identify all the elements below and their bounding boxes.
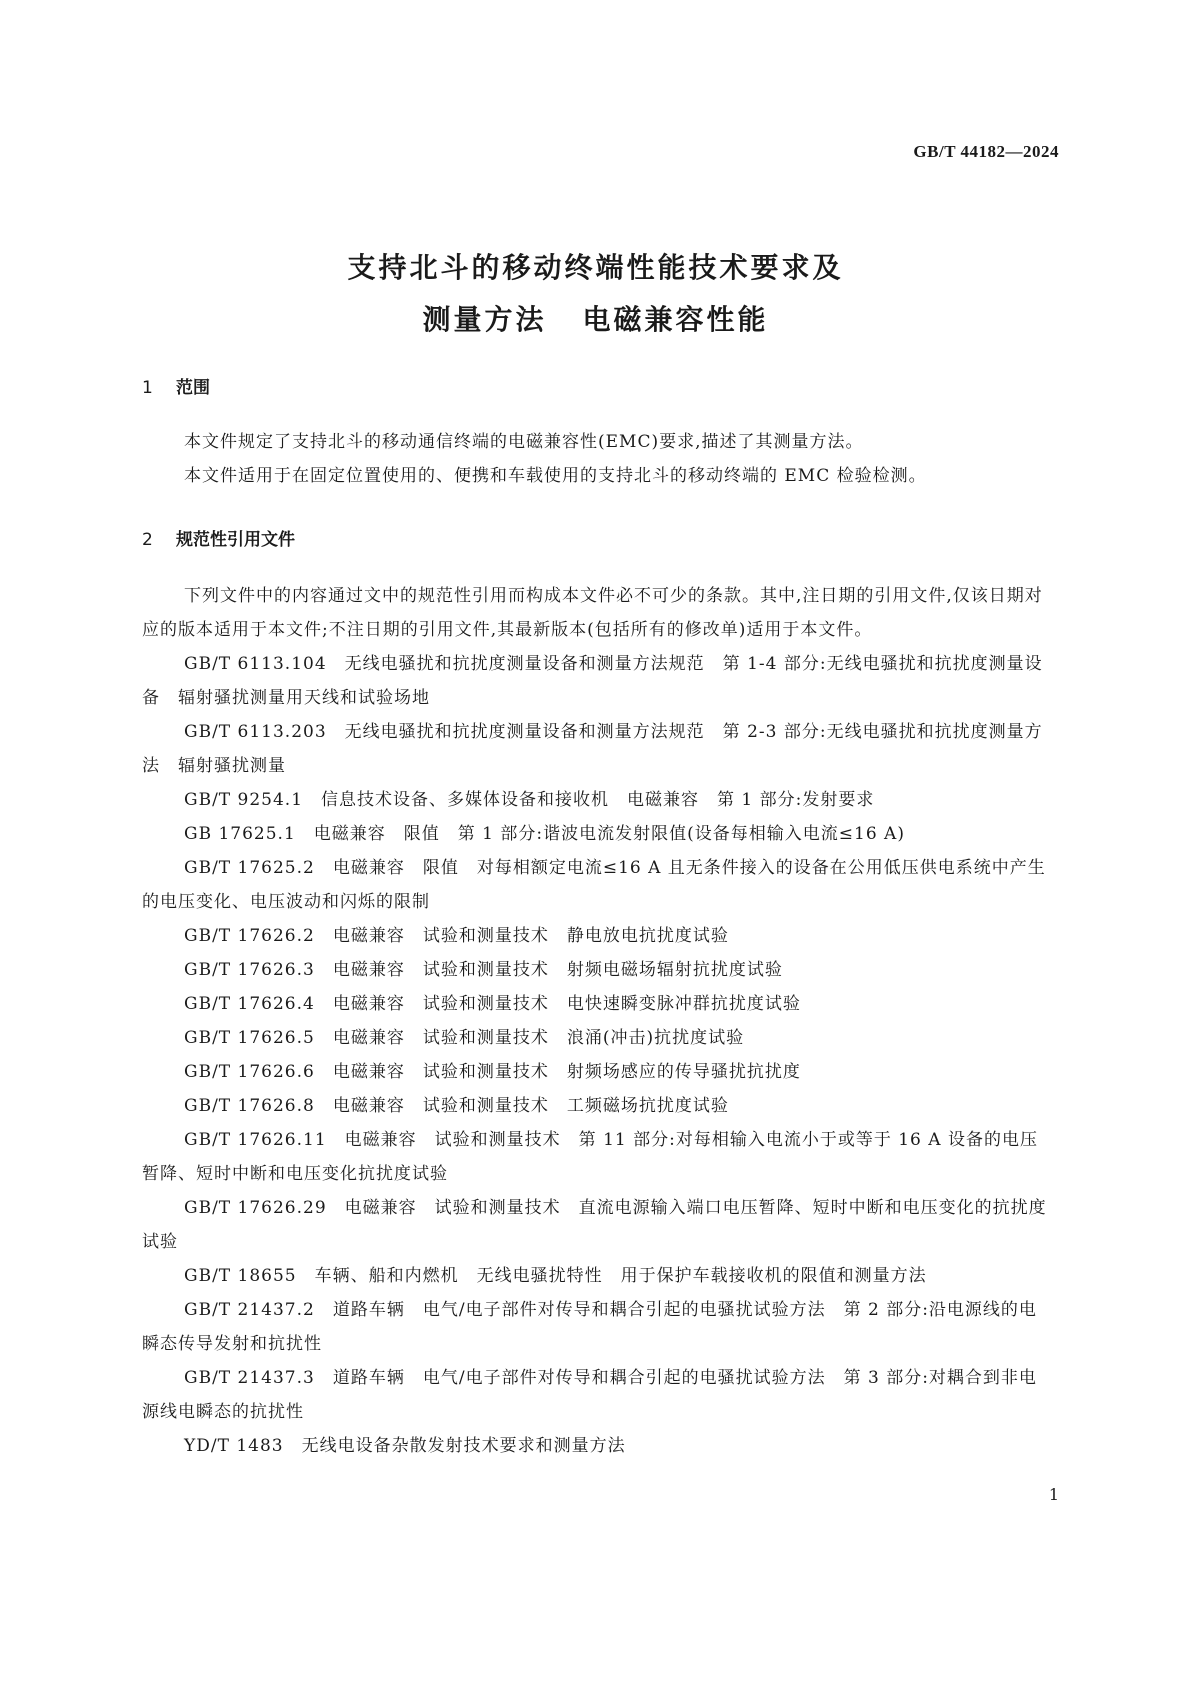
reference-title: 车辆、船和内燃机 无线电骚扰特性 用于保护车载接收机的限值和测量方法 [314, 1266, 927, 1286]
reference-title: 无线电骚扰和抗扰度测量设备和测量方法规范 第 2-3 部分:无线电骚扰和抗扰度测量方法 辐射骚扰测量 [142, 722, 1043, 776]
title-line-2-part-b: 电磁兼容性能 [582, 303, 769, 336]
reference-title: 电磁兼容 试验和测量技术 浪涌(冲击)抗扰度试验 [332, 1028, 745, 1048]
title-line-2-part-a: 测量方法 [422, 303, 547, 336]
reference-item [142, 1429, 1052, 1463]
reference-code: GB/T 17626.29 [184, 1198, 327, 1218]
reference-title: 电磁兼容 试验和测量技术 射频场感应的传导骚扰抗扰度 [332, 1062, 801, 1082]
reference-item [142, 953, 1052, 987]
paragraph: 本文件规定了支持北斗的移动通信终端的电磁兼容性(EMC)要求,描述了其测量方法。 [184, 432, 864, 452]
section-title: 范围 [176, 378, 210, 398]
section-1-body [142, 425, 1052, 493]
reference-item [142, 1361, 1052, 1429]
reference-item [142, 647, 1052, 715]
reference-code: GB/T 17626.8 [184, 1096, 315, 1116]
reference-title: 电磁兼容 试验和测量技术 直流电源输入端口电压暂降、短时中断和电压变化的抗扰度试验 [142, 1198, 1047, 1252]
section-2-heading [142, 525, 295, 550]
reference-list [142, 647, 1052, 1463]
reference-item [142, 1055, 1052, 1089]
section-title: 规范性引用文件 [176, 530, 295, 550]
reference-code: GB/T 17625.2 [184, 858, 315, 878]
reference-item [142, 1021, 1052, 1055]
reference-item [142, 817, 1052, 851]
reference-title: 信息技术设备、多媒体设备和接收机 电磁兼容 第 1 部分:发射要求 [321, 790, 875, 810]
reference-item [142, 1293, 1052, 1361]
reference-title: 无线电骚扰和抗扰度测量设备和测量方法规范 第 1-4 部分:无线电骚扰和抗扰度测量设备 辐射骚扰测量用天线和试验场地 [142, 654, 1043, 708]
reference-title: 电磁兼容 试验和测量技术 射频电磁场辐射抗扰度试验 [332, 960, 783, 980]
reference-item [142, 851, 1052, 919]
reference-item [142, 1123, 1052, 1191]
reference-code: GB/T 9254.1 [184, 790, 304, 810]
reference-code: GB 17625.1 [184, 824, 296, 844]
reference-item [142, 987, 1052, 1021]
section-number: 2 [142, 530, 153, 550]
section-number: 1 [142, 378, 153, 398]
reference-code: GB/T 6113.104 [184, 654, 327, 674]
reference-item [142, 919, 1052, 953]
reference-code: GB/T 17626.4 [184, 994, 315, 1014]
reference-code: GB/T 6113.203 [184, 722, 327, 742]
reference-title: 电磁兼容 试验和测量技术 电快速瞬变脉冲群抗扰度试验 [332, 994, 801, 1014]
reference-code: GB/T 21437.3 [184, 1368, 315, 1388]
reference-code: GB/T 17626.11 [184, 1130, 327, 1150]
reference-code: GB/T 17626.2 [184, 926, 315, 946]
reference-title: 道路车辆 电气/电子部件对传导和耦合引起的电骚扰试验方法 第 3 部分:对耦合到非电源线电瞬态的抗扰性 [142, 1368, 1037, 1422]
reference-item [142, 1191, 1052, 1259]
reference-code: GB/T 21437.2 [184, 1300, 315, 1320]
reference-title: 无线电设备杂散发射技术要求和测量方法 [301, 1436, 626, 1456]
paragraph: 本文件适用于在固定位置使用的、便携和车载使用的支持北斗的移动终端的 EMC 检验检测。 [184, 466, 927, 486]
reference-title: 电磁兼容 试验和测量技术 静电放电抗扰度试验 [332, 926, 729, 946]
reference-title: 道路车辆 电气/电子部件对传导和耦合引起的电骚扰试验方法 第 2 部分:沿电源线的电瞬态传导发射和抗扰性 [142, 1300, 1037, 1354]
reference-code: GB/T 17626.6 [184, 1062, 315, 1082]
document-code: GB/T 44182—2024 [913, 142, 1059, 161]
reference-item [142, 1259, 1052, 1293]
reference-title: 电磁兼容 试验和测量技术 第 11 部分:对每相输入电流小于或等于 16 A 设备的电压暂降、短时中断和电压变化抗扰度试验 [142, 1130, 1038, 1184]
reference-title: 电磁兼容 限值 第 1 部分:谐波电流发射限值(设备每相输入电流≤16 A) [313, 824, 905, 844]
reference-item [142, 783, 1052, 817]
reference-title: 电磁兼容 限值 对每相额定电流≤16 A 且无条件接入的设备在公用低压供电系统中产生的电压变化、电压波动和闪烁的限制 [142, 858, 1046, 912]
section-2-body [142, 579, 1052, 1463]
title-line-2 [0, 294, 1191, 346]
reference-code: GB/T 17626.3 [184, 960, 315, 980]
reference-code: GB/T 17626.5 [184, 1028, 315, 1048]
reference-item [142, 715, 1052, 783]
reference-item [142, 1089, 1052, 1123]
section-1-heading [142, 373, 210, 398]
page-number: 1 [1048, 1485, 1059, 1504]
title-line-1: 支持北斗的移动终端性能技术要求及 [347, 251, 844, 284]
reference-code: GB/T 18655 [184, 1266, 297, 1286]
reference-code: YD/T 1483 [184, 1436, 284, 1456]
document-title [0, 242, 1191, 346]
intro-paragraph: 下列文件中的内容通过文中的规范性引用而构成本文件必不可少的条款。其中,注日期的引用文件,仅该日期对应的版本适用于本文件;不注日期的引用文件,其最新版本(包括所有的修改单)适用于本文件。 [142, 586, 1043, 640]
reference-title: 电磁兼容 试验和测量技术 工频磁场抗扰度试验 [332, 1096, 729, 1116]
